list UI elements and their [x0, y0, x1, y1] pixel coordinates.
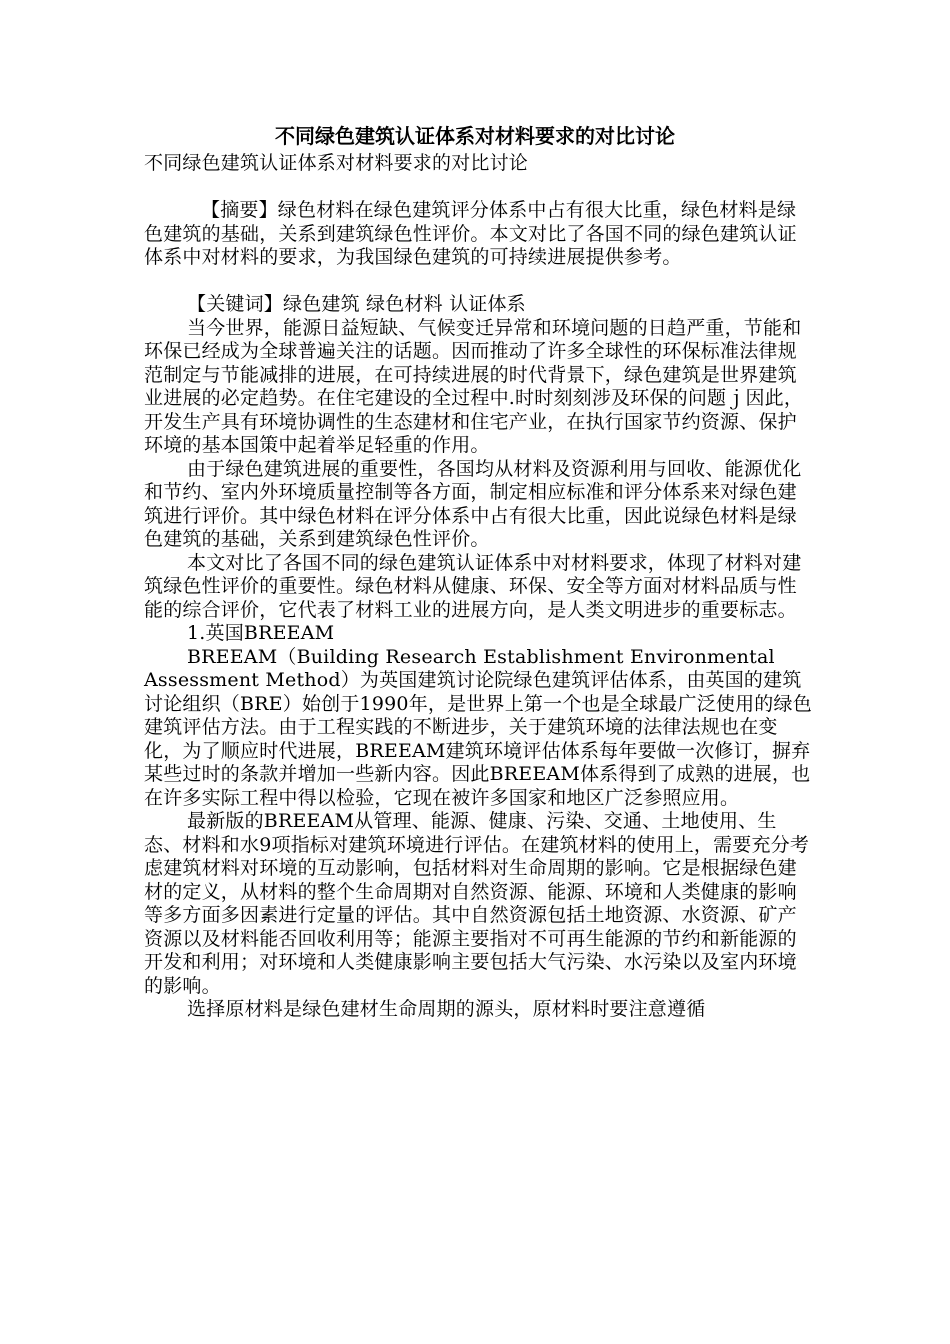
- document-subtitle: 不同绿色建筑认证体系对材料要求的对比讨论: [144, 152, 529, 174]
- body-paragraph: 本文对比了各国不同的绿色建筑认证体系中对材料要求，体现了材料对建筑绿色性评价的重要性。绿色材料从健康、环保、安全等方面对材料品质与性能的综合评价，它代表了材料工业的进展方向，是人类文明进步的重要标志。: [144, 551, 802, 621]
- body-paragraph: 选择原材料是绿色建材生命周期的源头，原材料时要注意遵循: [187, 998, 706, 1020]
- body-paragraph: BREEAM（Building Research Establishment Environmental Assessment Method）为英国建筑讨论院绿色建筑评估体系，由英国的建筑讨论组织（BRE）始创于1990年，是世界上第一个也是全球最广泛使用的绿色建筑评估方法。由于工程实践的不断进步，关于建筑环境的法律法规也在变化，为了顺应时代进展，BREEAM建筑环境评估体系每年要做一次修订，摒弃某些过时的条款并增加一些新内容。因此BREEAM体系得到了成熟的进展，也在许多实际工程中得以检验，它现在被许多国家和地区广泛参照应用。: [144, 645, 812, 809]
- body-paragraph: 由于绿色建筑进展的重要性，各国均从材料及资源利用与回收、能源优化和节约、室内外环境质量控制等各方面，制定相应标准和评分体系来对绿色建筑进行评价。其中绿色材料在评分体系中占有很大比重，因此说绿色材料是绿色建筑的基础，关系到建筑绿色性评价。: [144, 457, 802, 550]
- document-title: 不同绿色建筑认证体系对材料要求的对比讨论: [275, 124, 675, 148]
- body-paragraph: 当今世界，能源日益短缺、气候变迁异常和环境问题的日趋严重，节能和环保已经成为全球普遍关注的话题。因而推动了许多全球性的环保标准法律规范制定与节能减排的进展，在可持续进展的时代背景下，绿色建筑是世界建筑业进展的必定趋势。在住宅建设的全过程中.时时刻刻涉及环保的问题ｊ因此，开发生产具有环境协调性的生态建材和住宅产业，在执行国家节约资源、保护环境的基本国策中起着举足轻重的作用。: [144, 316, 804, 456]
- keywords-line: 【关键词】绿色建筑 绿色材料 认证体系: [187, 293, 526, 315]
- section-heading: 1.英国BREEAM: [187, 622, 335, 644]
- abstract-paragraph: 【摘要】绿色材料在绿色建筑评分体系中占有很大比重，绿色材料是绿色建筑的基础，关系到建筑绿色性评价。本文对比了各国不同的绿色建筑认证体系中对材料的要求，为我国绿色建筑的可持续进展提供参考。: [144, 199, 797, 268]
- blank-line: [144, 270, 812, 294]
- document-body: [144, 152, 812, 1022]
- blank-line: [144, 176, 812, 200]
- body-paragraph: 最新版的BREEAM从管理、能源、健康、污染、交通、土地使用、生态、材料和水9项指标对建筑环境进行评估。在建筑材料的使用上，需要充分考虑建筑材料对环境的互动影响，包括材料对生命周期的影响。它是根据绿色建材的定义，从材料的整个生命周期对自然资源、能源、环境和人类健康的影响等多方面多因素进行定量的评估。其中自然资源包括土地资源、水资源、矿产资源以及材料能否回收利用等；能源主要指对不可再生能源的节约和新能源的开发和利用；对环境和人类健康影响主要包括大气污染、水污染以及室内环境的影响。: [144, 810, 810, 997]
